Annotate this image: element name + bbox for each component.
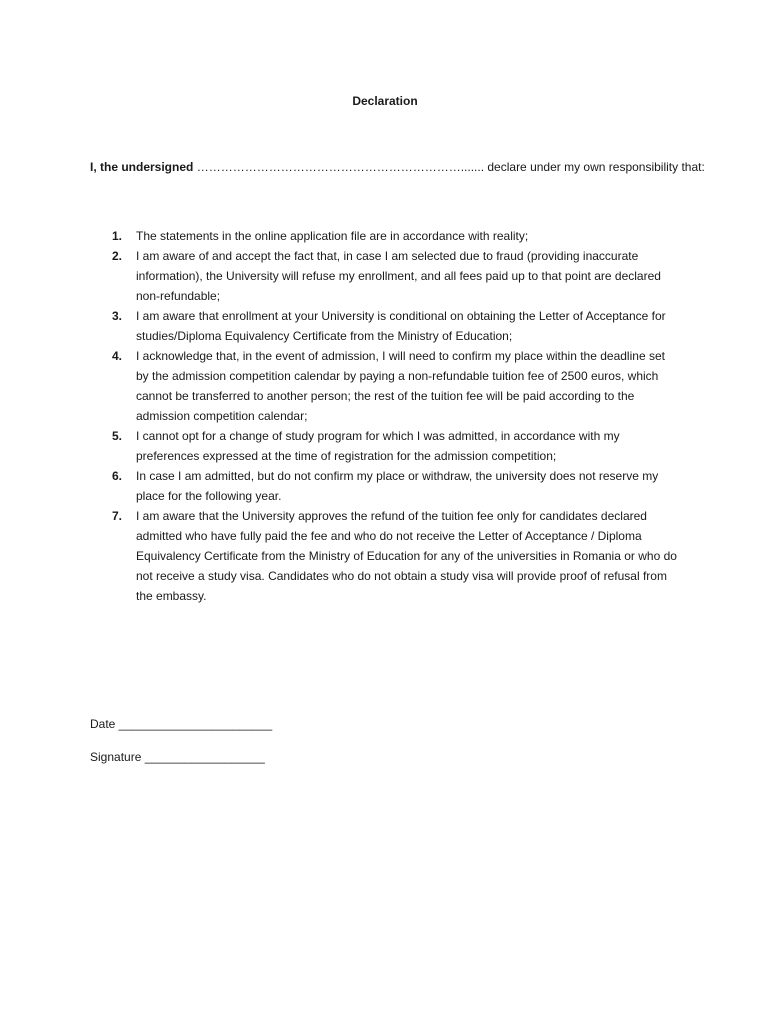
statement-number: 6. xyxy=(112,469,123,483)
statement-number: 3. xyxy=(112,309,123,323)
undersigned-declaration-text: declare under my own responsibility that: xyxy=(487,160,705,174)
document-title: Declaration xyxy=(352,94,418,108)
statement-item xyxy=(110,246,680,306)
statement-text: The statements in the online application file are in accordance with reality; xyxy=(136,229,529,243)
statement-number: 5. xyxy=(112,429,123,443)
statement-text: In case I am admitted, but do not confirm my place or withdraw, the university does not reserve my place for the following year. xyxy=(136,469,659,503)
statement-text: I cannot opt for a change of study program for which I was admitted, in accordance with my preferences expressed at the time of registration for the admission competition; xyxy=(136,429,620,463)
statement-item xyxy=(110,466,680,506)
statement-text: I am aware that enrollment at your University is conditional on obtaining the Letter of Acceptance for studies/Diploma Equivalency Certificate from the Ministry of Education; xyxy=(136,309,666,343)
statement-item xyxy=(110,506,680,606)
statement-item xyxy=(110,226,680,246)
statement-text: I acknowledge that, in the event of admission, I will need to confirm my place within the deadline set by the admission competition calendar by paying a non-refundable tuition fee of 2500 euros, which cannot be transferred to another person; the rest of the tuition fee will be paid according to the admission competition calendar; xyxy=(136,349,665,423)
date-field: Date _______________________ xyxy=(90,717,273,731)
signature-field: Signature __________________ xyxy=(90,750,265,764)
statement-text: I am aware of and accept the fact that, in case I am selected due to fraud (providing inaccurate information), the University will refuse my enrollment, and all fees paid up to that point are declared non-refundable; xyxy=(136,249,661,303)
statement-number: 2. xyxy=(112,249,123,263)
statement-number: 1. xyxy=(112,229,123,243)
statement-number: 7. xyxy=(112,509,123,523)
statement-item xyxy=(110,306,680,346)
undersigned-name-blank: …………………………………………………………....... xyxy=(196,160,485,174)
statement-item xyxy=(110,426,680,466)
statement-number: 4. xyxy=(112,349,123,363)
statement-text: I am aware that the University approves the refund of the tuition fee only for candidates declared admitted who have fully paid the fee and who do not receive the Letter of Acceptance / Diploma Equivalency Certificate from the Ministry of Education for any of the universities in Romania or who do not receive a study visa. Candidates who do not obtain a study visa will provide proof of refusal from the embassy. xyxy=(136,509,677,603)
statements-list xyxy=(110,226,680,606)
undersigned-label: I, the undersigned xyxy=(90,160,194,174)
statement-item xyxy=(110,346,680,426)
undersigned-line xyxy=(90,160,710,174)
